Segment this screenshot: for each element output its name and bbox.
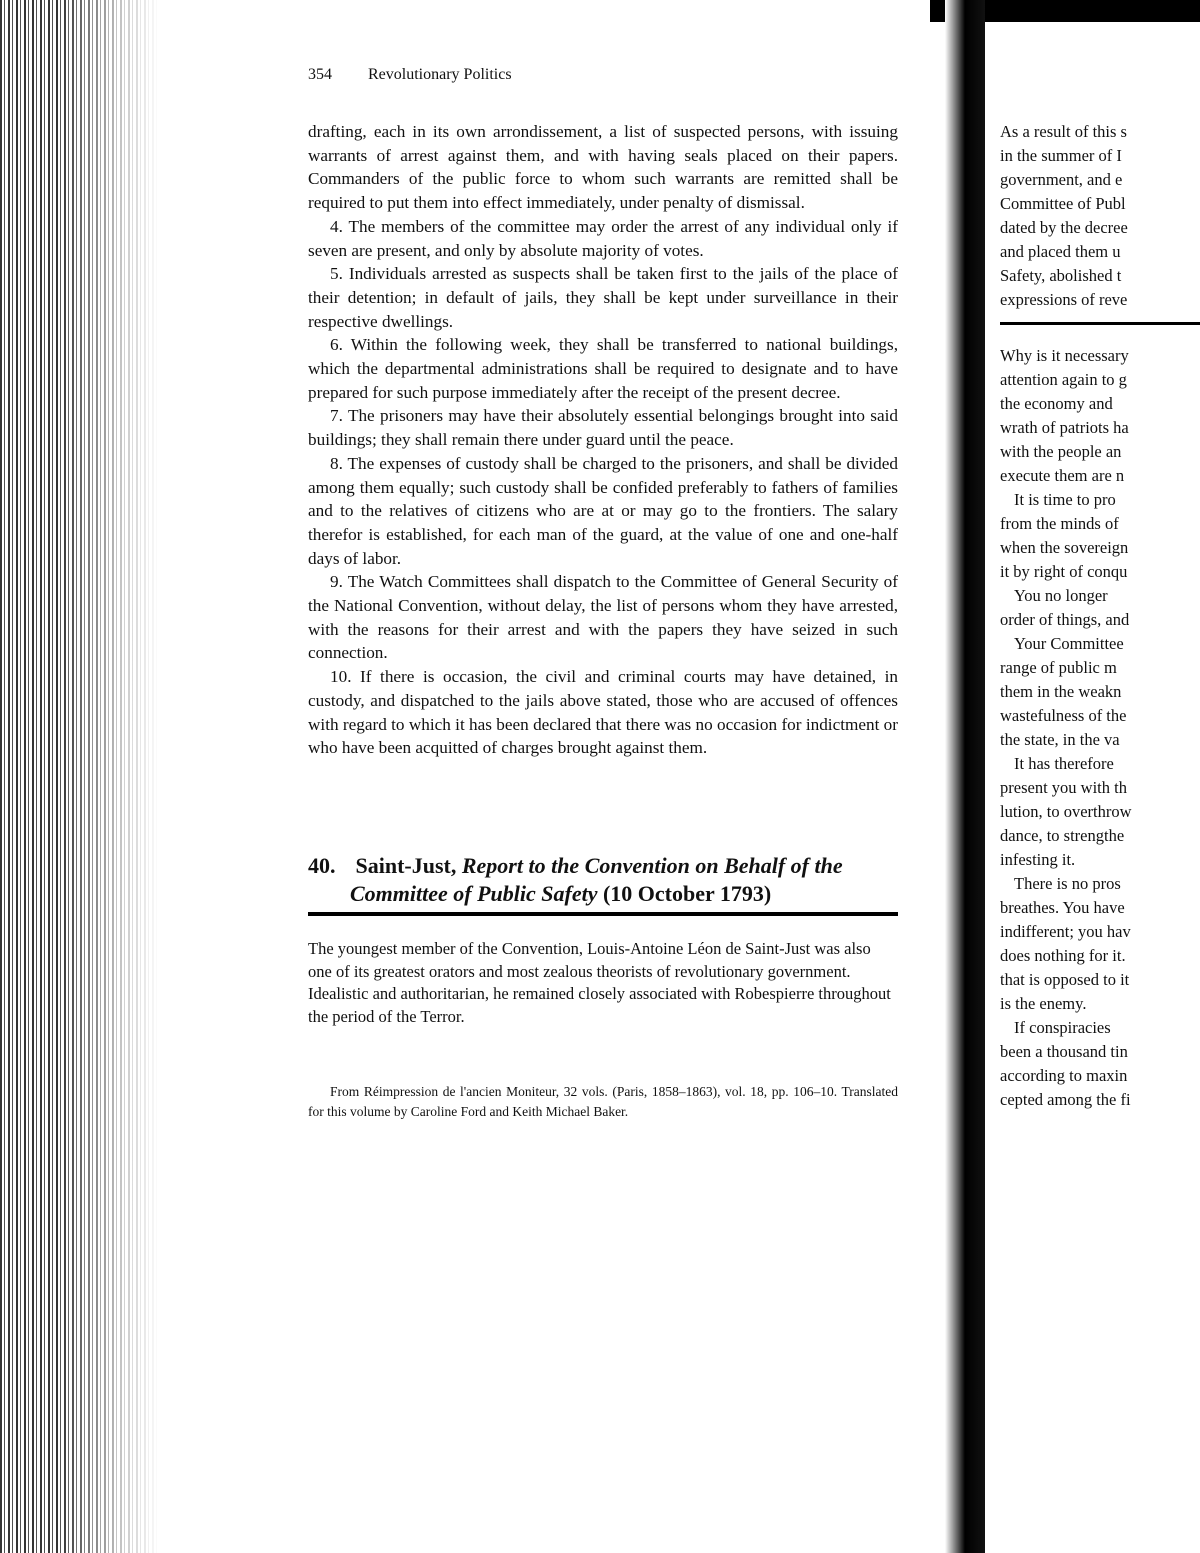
right-line: order of things, and bbox=[1000, 610, 1130, 629]
running-head-title: Revolutionary Politics bbox=[368, 66, 512, 83]
right-line: expressions of reve bbox=[1000, 290, 1128, 309]
right-rule bbox=[1000, 322, 1200, 325]
section-rule bbox=[308, 912, 898, 916]
right-line: does nothing for it. bbox=[1000, 946, 1126, 965]
right-line: in the summer of I bbox=[1000, 146, 1122, 165]
right-line: when the sovereign bbox=[1000, 538, 1129, 557]
right-line: Safety, abolished t bbox=[1000, 266, 1122, 285]
right-line: breathes. You have bbox=[1000, 898, 1125, 917]
paragraph-continued: drafting, each in its own arrondissement, a list of suspected persons, with issuing warrants of arrest against them, and with having seals placed on their papers. Commanders of the public force to whom such warrants are remitted shall be required to put them into effect immediately, under penalty of dismissal. bbox=[308, 122, 898, 213]
right-line: cepted among the fi bbox=[1000, 1090, 1131, 1109]
paragraph-article-6: 6. Within the following week, they shall be transferred to national buildings, which the departmental administrations shall be required to designate and to have prepared for such purpose immediately after the receipt of the present decree. bbox=[308, 335, 898, 402]
right-line: You no longer bbox=[1014, 586, 1108, 605]
right-line: present you with th bbox=[1000, 778, 1127, 797]
source-note: From Réimpression de l'ancien Moniteur, 32 vols. (Paris, 1858–1863), vol. 18, pp. 106–10. Translated for this volume by Caroline Ford and Keith Michael Baker. bbox=[308, 1084, 898, 1119]
section-date: (10 October 1793) bbox=[602, 881, 772, 906]
paragraph-article-10: 10. If there is occasion, the civil and criminal courts may have detained, in custody, and dispatched to the jails above stated, those who are accused of offences with regard to which it has been declared that there was no occasion for indictment or who have been acquitted of charges brought against them. bbox=[308, 667, 898, 758]
right-line: it by right of conqu bbox=[1000, 562, 1128, 581]
right-line: the economy and bbox=[1000, 394, 1113, 413]
right-line: with the people an bbox=[1000, 442, 1122, 461]
right-line: the state, in the va bbox=[1000, 730, 1120, 749]
page-number: 354 bbox=[308, 66, 332, 83]
right-page-fragment bbox=[1000, 0, 1200, 1553]
paragraph-article-7: 7. The prisoners may have their absolutely essential belongings brought into said buildings; they shall remain there under guard until the peace. bbox=[308, 406, 898, 450]
right-line: range of public m bbox=[1000, 658, 1117, 677]
right-line: government, and e bbox=[1000, 170, 1123, 189]
right-line: execute them are n bbox=[1000, 466, 1125, 485]
right-line: dated by the decree bbox=[1000, 218, 1128, 237]
paragraph-article-5: 5. Individuals arrested as suspects shall be taken first to the jails of the place of their detention; in default of jails, they shall be kept under surveillance in their respective dwellings. bbox=[308, 264, 898, 331]
right-line: that is opposed to it bbox=[1000, 970, 1130, 989]
right-line: according to maxin bbox=[1000, 1066, 1128, 1085]
spine-fade bbox=[60, 0, 160, 1553]
right-line: wastefulness of the bbox=[1000, 706, 1127, 725]
right-line: Why is it necessary bbox=[1000, 346, 1129, 365]
right-line: lution, to overthrow bbox=[1000, 802, 1132, 821]
right-line: attention again to g bbox=[1000, 370, 1127, 389]
book-gutter-shadow bbox=[945, 0, 985, 1553]
decree-text bbox=[308, 120, 898, 760]
right-line: It has therefore bbox=[1014, 754, 1114, 773]
paragraph-article-9: 9. The Watch Committees shall dispatch to the Committee of General Security of the National Convention, without delay, the list of persons whom they have arrested, with the reasons for their arrest and with the papers they have seized in such connection. bbox=[308, 572, 898, 663]
right-line: them in the weakn bbox=[1000, 682, 1122, 701]
section-number: 40. bbox=[308, 853, 336, 878]
intro-paragraph: The youngest member of the Convention, Louis-Antoine Léon de Saint-Just was also one of its greatest orators and most zealous theorists of revolutionary government. Idealistic and authoritarian, he remained closely associated with Robespierre throughout the period of the Terror. bbox=[308, 939, 891, 1026]
section-intro bbox=[308, 938, 893, 1028]
right-line: As a result of this s bbox=[1000, 122, 1127, 141]
right-line: It is time to pro bbox=[1014, 490, 1116, 509]
right-line: If conspiracies bbox=[1014, 1018, 1111, 1037]
section-title-line1: Report to the Convention on Behalf of the bbox=[461, 853, 843, 878]
right-line: Committee of Publ bbox=[1000, 194, 1126, 213]
right-line: been a thousand tin bbox=[1000, 1042, 1128, 1061]
section-heading bbox=[308, 852, 898, 908]
right-line: Your Committee bbox=[1014, 634, 1124, 653]
right-line: is the enemy. bbox=[1000, 994, 1087, 1013]
right-line: indifferent; you hav bbox=[1000, 922, 1131, 941]
paragraph-article-4: 4. The members of the committee may order the arrest of any individual only if seven are present, and only by absolute majority of votes. bbox=[308, 216, 898, 260]
right-line: from the minds of bbox=[1000, 514, 1119, 533]
paragraph-article-8: 8. The expenses of custody shall be charged to the prisoners, and shall be divided among them equally; such custody shall be confided preferably to fathers of families and to the relatives of citizens who are at or may go to the frontiers. The salary therefor is established, for each man of the guard, at the value of one and one-half days of labor. bbox=[308, 453, 898, 568]
right-line: dance, to strengthe bbox=[1000, 826, 1125, 845]
running-head bbox=[308, 66, 512, 84]
section-title-line2: Committee of Public Safety bbox=[350, 881, 598, 906]
right-line: wrath of patriots ha bbox=[1000, 418, 1129, 437]
right-line: infesting it. bbox=[1000, 850, 1076, 869]
section-title-line2-wrap bbox=[308, 880, 898, 908]
right-line: There is no pros bbox=[1014, 874, 1121, 893]
right-line: and placed them u bbox=[1000, 242, 1121, 261]
section-author: Saint-Just, bbox=[355, 853, 457, 878]
